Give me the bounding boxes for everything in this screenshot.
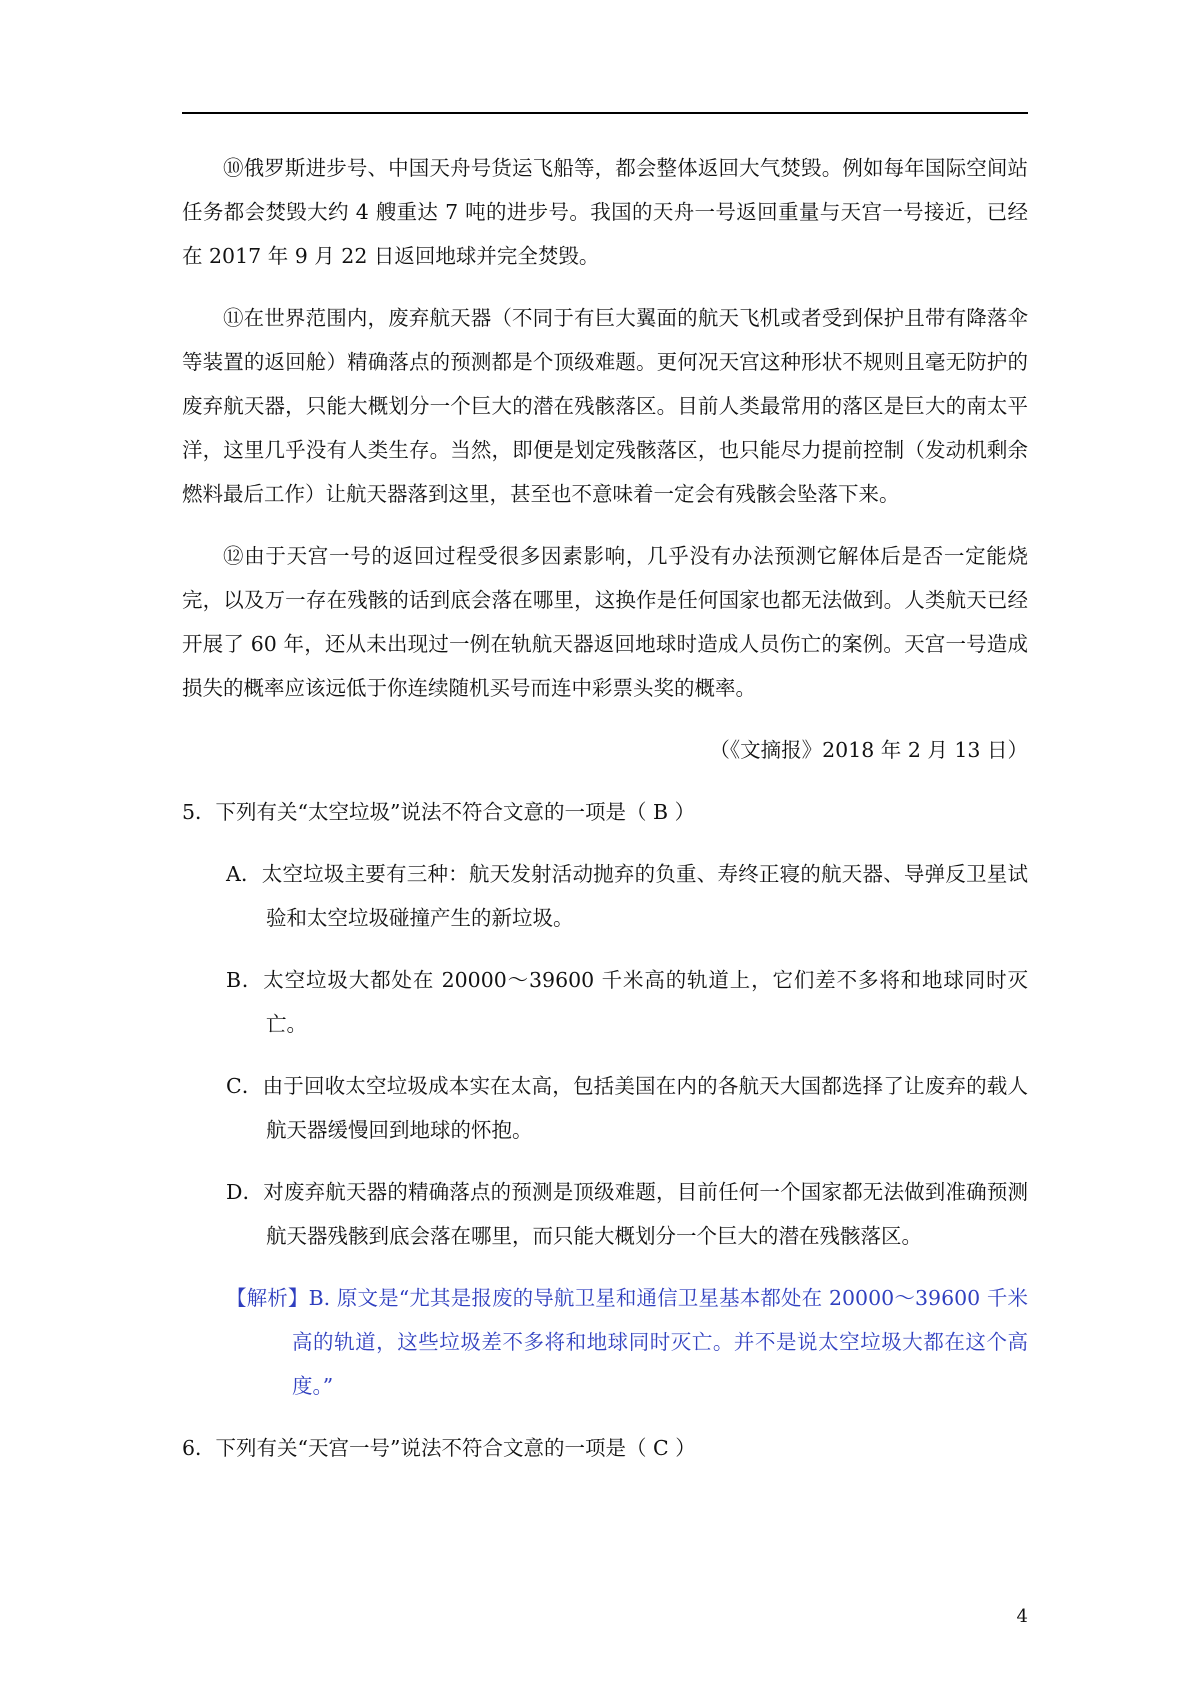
analysis-text: B. 原文是“尤其是报废的导航卫星和通信卫星基本都处在 20000～39600 千米高的轨道，这些垃圾差不多将和地球同时灭亡。并不是说太空垃圾大都在这个高度。”	[292, 1286, 1029, 1398]
header-rule	[182, 112, 1028, 114]
question-5-option-a: A．太空垃圾主要有三种：航天发射活动抛弃的负重、寿终正寝的航天器、导弹反卫星试验和太空垃圾碰撞产生的新垃圾。	[226, 862, 1028, 930]
document-body	[182, 146, 1028, 1488]
analysis-label: 【解析】	[226, 1286, 309, 1310]
question-5-option-d: D．对废弃航天器的精确落点的预测是顶级难题，目前任何一个国家都无法做到准确预测航天器残骸到底会落在哪里，而只能大概划分一个巨大的潜在残骸落区。	[226, 1180, 1028, 1248]
question-6-stem: 6．下列有关“天宫一号”说法不符合文意的一项是（ C ）	[182, 1436, 696, 1460]
paragraph-10: ⑩俄罗斯进步号、中国天舟号货运飞船等，都会整体返回大气焚毁。例如每年国际空间站任务都会焚毁大约 4 艘重达 7 吨的进步号。我国的天舟一号返回重量与天宫一号接近，已经在 2017 年 9 月 22 日返回地球并完全焚毁。	[182, 156, 1028, 268]
question-5-analysis	[226, 1276, 1028, 1408]
question-5-stem: 5．下列有关“太空垃圾”说法不符合文意的一项是（ B ）	[182, 800, 696, 824]
page-number: 4	[1016, 1606, 1028, 1627]
article-source: （《文摘报》2018 年 2 月 13 日）	[709, 738, 1028, 762]
question-5-option-c: C．由于回收太空垃圾成本实在太高，包括美国在内的各航天大国都选择了让废弃的载人航天器缓慢回到地球的怀抱。	[226, 1074, 1028, 1142]
paragraph-12: ⑫由于天宫一号的返回过程受很多因素影响，几乎没有办法预测它解体后是否一定能烧完，以及万一存在残骸的话到底会落在哪里，这换作是任何国家也都无法做到。人类航天已经开展了 60 年，还从未出现过一例在轨航天器返回地球时造成人员伤亡的案例。天宫一号造成损失的概率应该远低于你连续随机买号而连中彩票头奖的概率。	[182, 544, 1028, 700]
question-5-option-b: B．太空垃圾大都处在 20000～39600 千米高的轨道上，它们差不多将和地球同时灭亡。	[226, 968, 1028, 1036]
paragraph-11: ⑪在世界范围内，废弃航天器（不同于有巨大翼面的航天飞机或者受到保护且带有降落伞等装置的返回舱）精确落点的预测都是个顶级难题。更何况天宫这种形状不规则且毫无防护的废弃航天器，只能大概划分一个巨大的潜在残骸落区。目前人类最常用的落区是巨大的南太平洋，这里几乎没有人类生存。当然，即便是划定残骸落区，也只能尽力提前控制（发动机剩余燃料最后工作）让航天器落到这里，甚至也不意味着一定会有残骸会坠落下来。	[182, 306, 1028, 506]
